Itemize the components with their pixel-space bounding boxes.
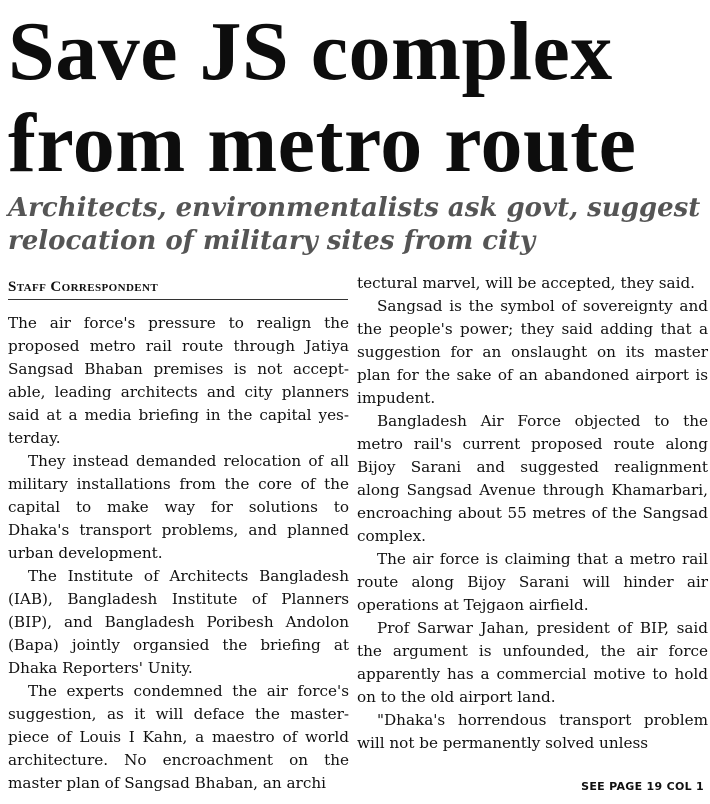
paragraph: The air force is claiming that a metro rail route along Bijoy Sarani will hinder air operations at Tejgaon airfield. <box>357 550 708 614</box>
paragraph: The air force's pressure to realign the proposed metro rail route through Jatiya Sangsad Bhaban premises is not acceptable, leading architects and city planners said at a media briefing in the capital yesterday. <box>8 314 349 447</box>
paragraph: Sangsad is the symbol of sovereignty and the people's power; they said adding that a suggestion for an onslaught on its master plan for the sake of an abandoned airport is impudent. <box>357 297 708 407</box>
headline-line-1: Save JS complex <box>8 5 613 98</box>
continued-on-page-note: SEE PAGE 19 COL 1 <box>581 780 704 793</box>
headline-line-2: from metro route <box>8 97 637 190</box>
paragraph: Prof Sarwar Jahan, president of BIP, said the argument is unfounded, the air force apparently has a commercial motive to hold on to the old airport land. <box>357 619 708 706</box>
byline-divider <box>8 299 348 300</box>
article-column-right <box>357 272 708 755</box>
headline <box>8 6 708 190</box>
paragraph: The experts condemned the air force's suggestion, as it will deface the masterpiece of Louis I Kahn, a maestro of world architecture. No encroachment on the master plan of Sangsad Bhaban, an archi <box>8 682 349 792</box>
subheadline <box>8 192 708 258</box>
subheadline-line-2: relocation of military sites from city <box>8 226 536 256</box>
paragraph: tectural marvel, will be accepted, they said. <box>357 274 695 292</box>
paragraph: They instead demanded relocation of all military installations from the core of the capital to make way for solutions to Dhaka's transport problems, and planned urban development. <box>8 452 349 562</box>
paragraph: "Dhaka's horrendous transport problem will not be permanently solved unless <box>357 711 708 752</box>
subheadline-line-1: Architects, environmentalists ask govt, suggest <box>8 193 701 223</box>
byline: Staff Correspondent <box>8 279 159 295</box>
paragraph: Bangladesh Air Force objected to the metro rail's current proposed route along Bijoy Sarani and suggested realignment along Sangsad Avenue through Khamarbari, encroaching about 55 metres of the Sangsad complex. <box>357 412 708 545</box>
paragraph: The Institute of Architects Bangladesh (IAB), Bangladesh Institute of Planners (BIP), and Bangladesh Poribesh Andolon (Bapa) jointly organsied the briefing at Dhaka Reporters' Unity. <box>8 567 349 677</box>
article-column-left <box>8 312 349 795</box>
